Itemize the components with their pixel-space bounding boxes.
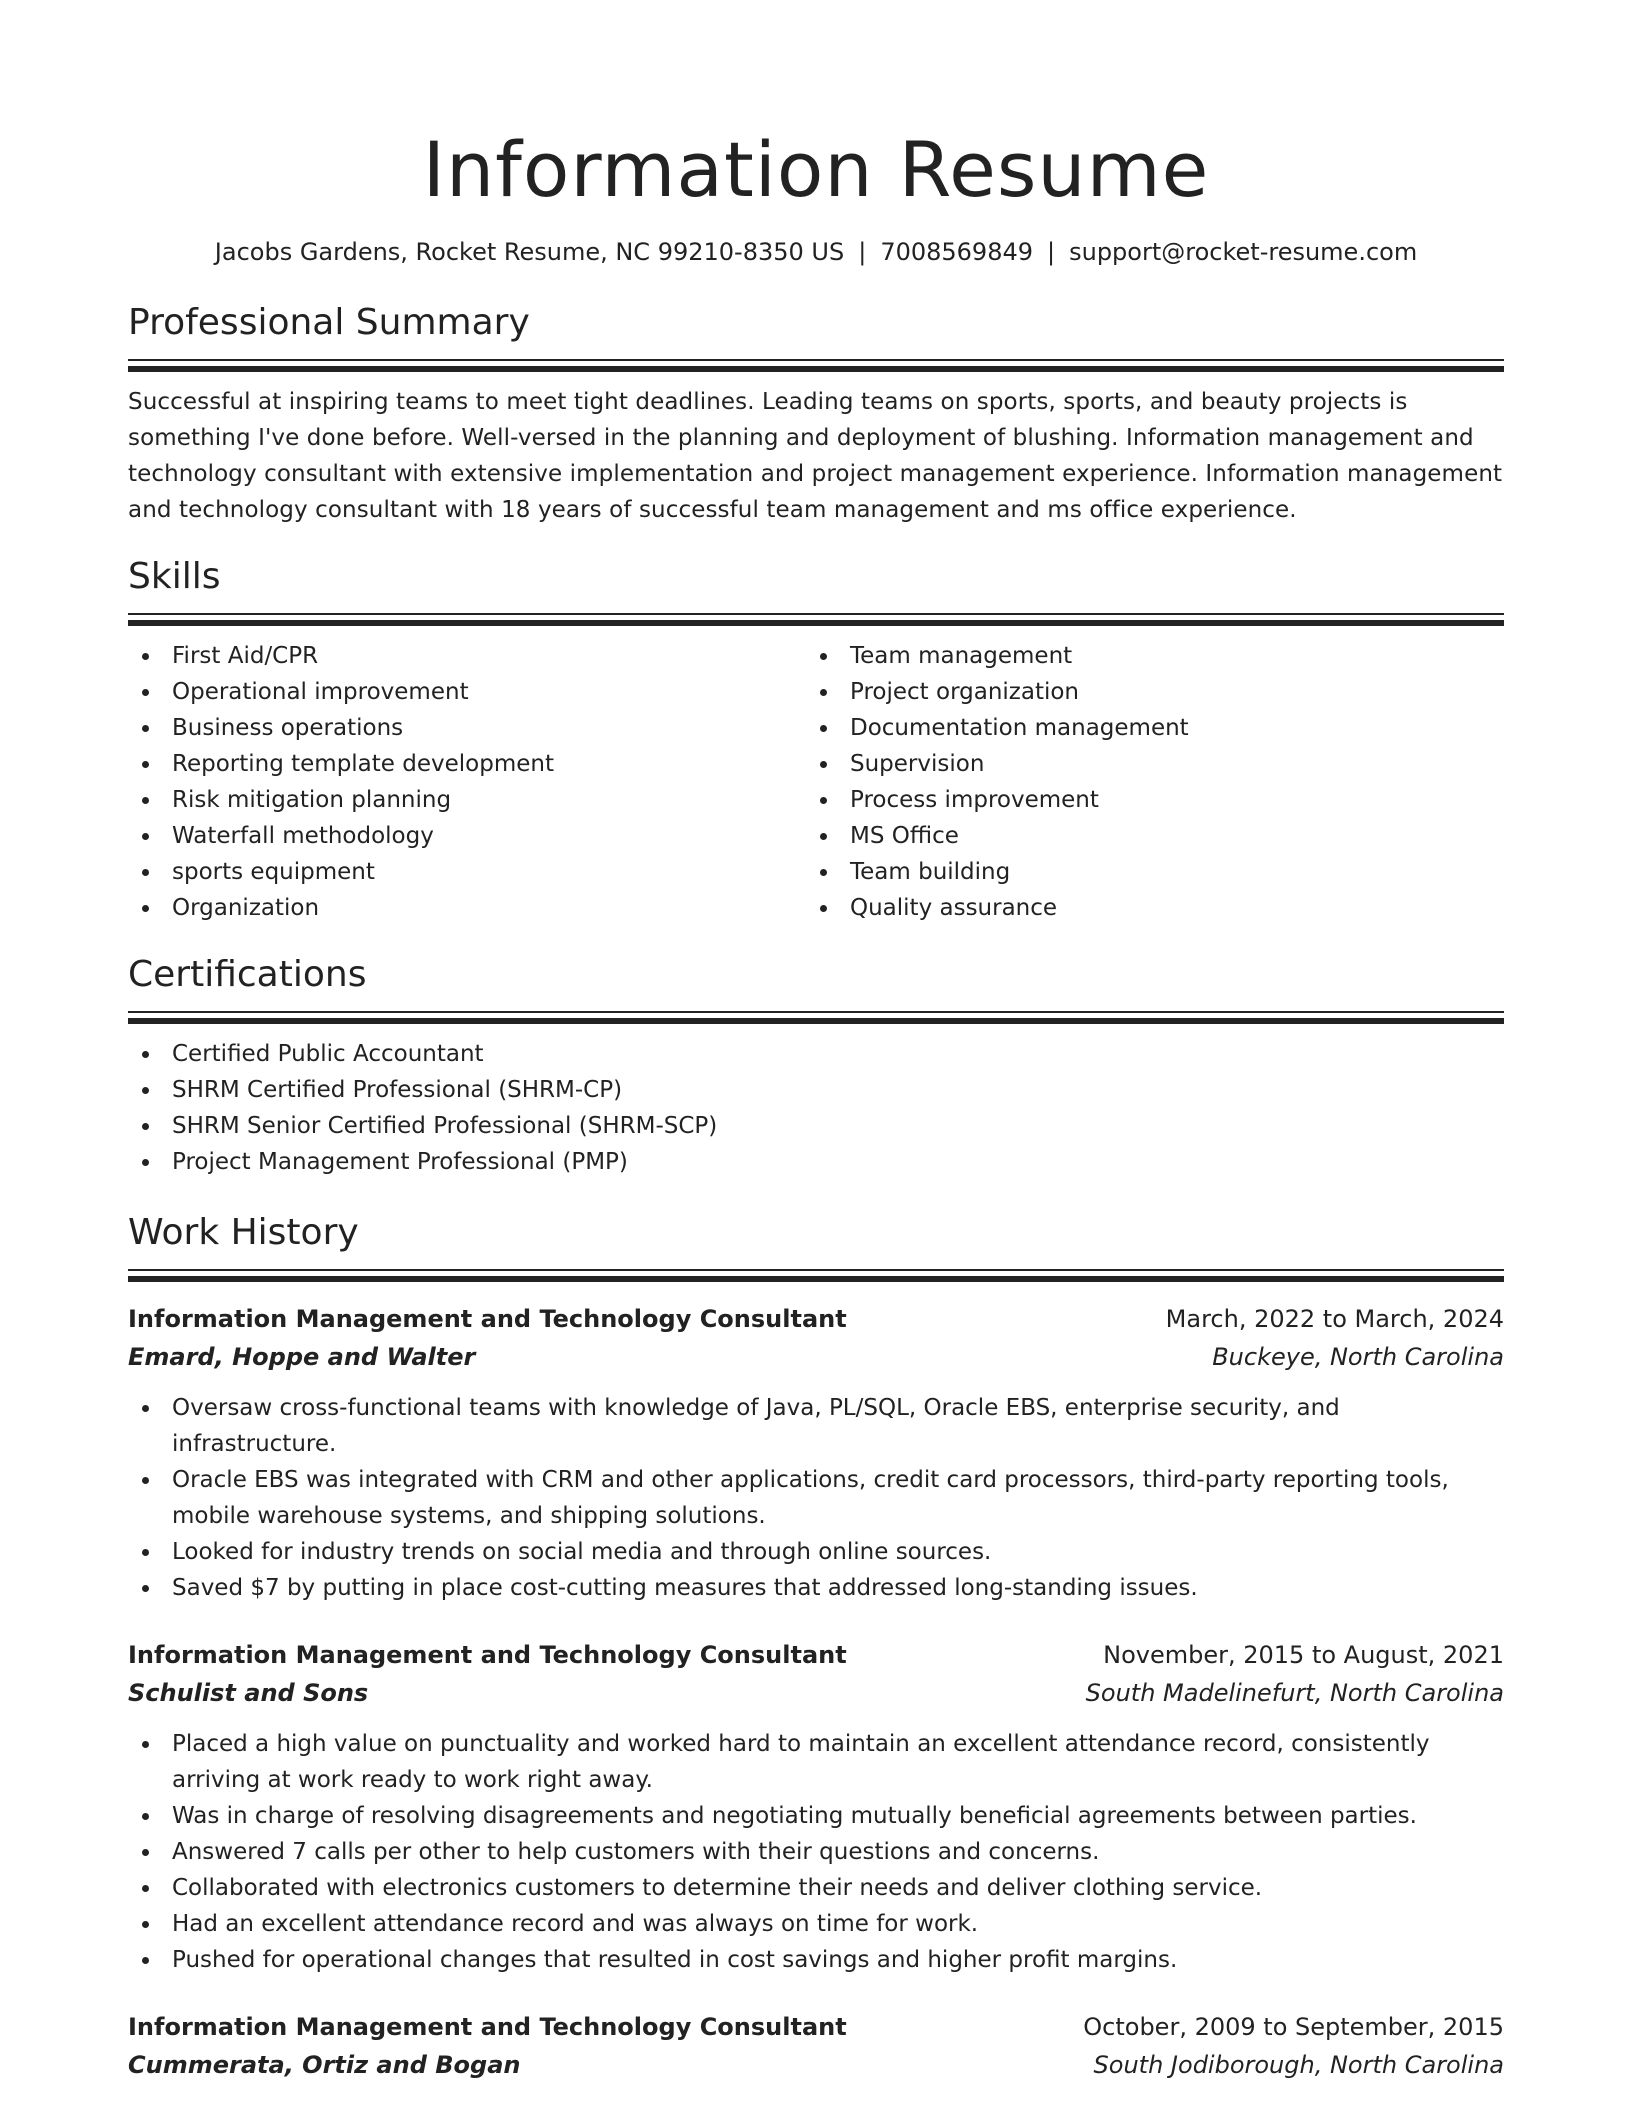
section-divider: [128, 1018, 1504, 1024]
job-company: Emard, Hoppe and Walter: [128, 1343, 476, 1371]
certification-item: Certified Public Accountant: [128, 1036, 1504, 1072]
section-divider: [128, 1276, 1504, 1282]
section-heading: Certifications: [128, 954, 367, 995]
job-bullets: [128, 1390, 1504, 1606]
job-bullet: Had an excellent attendance record and was always on time for work.: [128, 1906, 1504, 1942]
section-divider: [128, 620, 1504, 626]
certification-item: SHRM Certified Professional (SHRM-CP): [128, 1072, 1504, 1108]
work-history-section: [128, 1210, 1504, 2084]
job-bullet: Was in charge of resolving disagreements and negotiating mutually beneficial agreements between parties.: [128, 1798, 1504, 1834]
job-bullet: Oracle EBS was integrated with CRM and other applications, credit card processors, third-party reporting tools, mobile warehouse systems, and shipping solutions.: [128, 1462, 1504, 1534]
job-location: South Jodiborough, North Carolina: [1093, 2051, 1504, 2079]
job-entry: [128, 1636, 1504, 1978]
skill-item: Waterfall methodology: [128, 818, 806, 854]
job-title: Information Management and Technology Consultant: [128, 1641, 847, 1669]
contact-email: support@rocket-resume.com: [1069, 238, 1418, 266]
job-dates: March, 2022 to March, 2024: [1165, 1305, 1504, 1333]
skills-section: [128, 554, 1504, 926]
job-company: Schulist and Sons: [128, 1679, 369, 1707]
job-bullet: Placed a high value on punctuality and worked hard to maintain an excellent attendance record, consistently arriving at work ready to work right away.: [128, 1726, 1504, 1798]
skill-item: Process improvement: [806, 782, 1484, 818]
job-location: Buckeye, North Carolina: [1212, 1343, 1504, 1371]
job-title: Information Management and Technology Consultant: [128, 1305, 847, 1333]
job-bullet: Looked for industry trends on social media and through online sources.: [128, 1534, 1504, 1570]
contact-phone: 7008569849: [880, 238, 1034, 266]
skill-item: Quality assurance: [806, 890, 1484, 926]
skills-grid: [128, 638, 1504, 926]
summary-section: [128, 300, 1504, 528]
certification-item: SHRM Senior Certified Professional (SHRM-SCP): [128, 1108, 1504, 1144]
section-divider: [128, 366, 1504, 372]
contact-line: [128, 234, 1504, 270]
skill-item: Operational improvement: [128, 674, 806, 710]
skill-item: Project organization: [806, 674, 1484, 710]
contact-separator: |: [1047, 238, 1056, 266]
skill-item: Team management: [806, 638, 1484, 674]
skill-item: Organization: [128, 890, 806, 926]
skill-item: First Aid/CPR: [128, 638, 806, 674]
skills-list-right: [806, 638, 1484, 926]
job-bullet: Oversaw cross-functional teams with knowledge of Java, PL/SQL, Oracle EBS, enterprise security, and infrastructure.: [128, 1390, 1504, 1462]
job-bullet: Collaborated with electronics customers to determine their needs and deliver clothing service.: [128, 1870, 1504, 1906]
job-entry: [128, 2008, 1504, 2084]
job-bullet: Answered 7 calls per other to help customers with their questions and concerns.: [128, 1834, 1504, 1870]
job-title: Information Management and Technology Consultant: [128, 2013, 847, 2041]
section-heading: Work History: [128, 1212, 359, 1253]
skill-item: Reporting template development: [128, 746, 806, 782]
skill-item: Team building: [806, 854, 1484, 890]
job-entry: [128, 1300, 1504, 1606]
contact-separator: |: [858, 238, 867, 266]
certifications-list: [128, 1036, 1504, 1180]
skill-item: Business operations: [128, 710, 806, 746]
job-bullets: [128, 1726, 1504, 1978]
contact-address: Jacobs Gardens, Rocket Resume, NC 99210-8350 US: [214, 238, 845, 266]
section-heading: Skills: [128, 556, 221, 597]
job-bullet: Saved $7 by putting in place cost-cutting measures that addressed long-standing issues.: [128, 1570, 1504, 1606]
certification-item: Project Management Professional (PMP): [128, 1144, 1504, 1180]
summary-text: Successful at inspiring teams to meet tight deadlines. Leading teams on sports, sports, and beauty projects is something I've done before. Well-versed in the planning and deployment of blushing. Information management and technology consultant with extensive implementation and project management experience. Information management and technology consultant with 18 years of successful team management and ms office experience.: [128, 389, 1503, 523]
job-location: South Madelinefurt, North Carolina: [1085, 1679, 1504, 1707]
skill-item: Risk mitigation planning: [128, 782, 806, 818]
skill-item: sports equipment: [128, 854, 806, 890]
job-bullet: Pushed for operational changes that resulted in cost savings and higher profit margins.: [128, 1942, 1504, 1978]
resume-title: Information Resume: [422, 125, 1210, 214]
skill-item: MS Office: [806, 818, 1484, 854]
job-company: Cummerata, Ortiz and Bogan: [128, 2051, 521, 2079]
skill-item: Documentation management: [806, 710, 1484, 746]
certifications-section: [128, 952, 1504, 1180]
job-dates: November, 2015 to August, 2021: [1103, 1641, 1504, 1669]
section-heading: Professional Summary: [128, 302, 530, 343]
skill-item: Supervision: [806, 746, 1484, 782]
skills-list-left: [128, 638, 806, 926]
job-dates: October, 2009 to September, 2015: [1083, 2013, 1504, 2041]
